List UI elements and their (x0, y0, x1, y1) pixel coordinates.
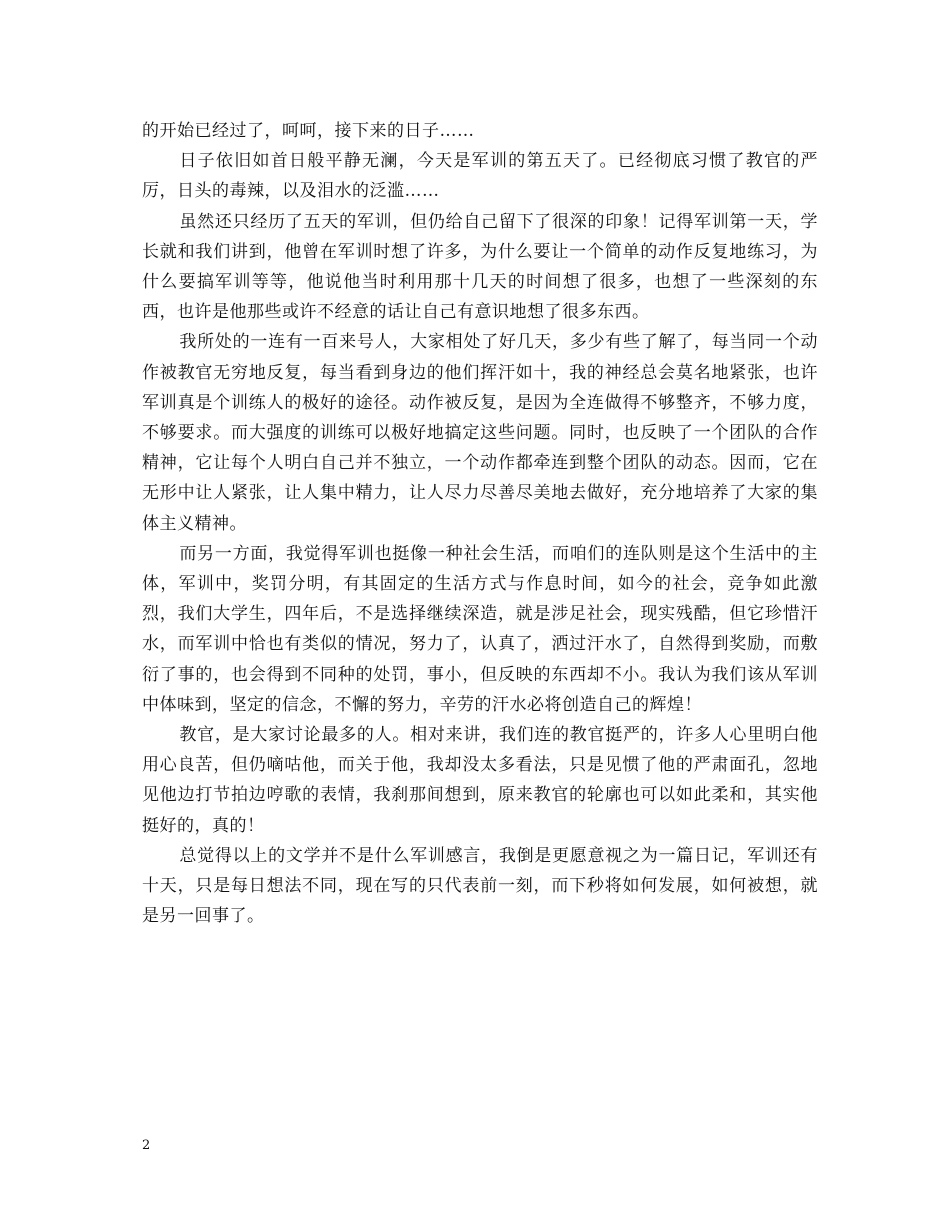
paragraph: 教官，是大家讨论最多的人。相对来讲，我们连的教官挺严的，许多人心里明白他用心良苦，但仍嘀咕他，而关于他，我却没太多看法，只是见惯了他的严肃面孔，忽地见他边打节拍边哼歌的表情，我刹那间想到，原来教官的轮廓也可以如此柔和，其实他挺好的，真的！ (142, 725, 818, 836)
paragraph: 而另一方面，我觉得军训也挺像一种社会生活，而咱们的连队则是这个生活中的主体，军训中，奖罚分明，有其固定的生活方式与作息时间，如今的社会，竞争如此激烈，我们大学生，四年后，不是选择继续深造，就是涉足社会，现实残酷，但它珍惜汗水，而军训中恰也有类似的情况，努力了，认真了，洒过汗水了，自然得到奖励，而敷衍了事的，也会得到不同种的处罚，事小，但反映的东西却不小。我认为我们该从军训中体味到，坚定的信念，不懈的努力，辛劳的汗水必将创造自己的辉煌！ (142, 543, 818, 715)
paragraph: 日子依旧如首日般平静无澜，今天是军训的第五天了。已经彻底习惯了教官的严厉，日头的毒辣，以及泪水的泛滥…… (142, 151, 818, 202)
paragraph: 我所处的一连有一百来号人，大家相处了好几天，多少有些了解了，每当同一个动作被教官无穷地反复，每当看到身边的他们挥汗如十，我的神经总会莫名地紧张，也许军训真是个训练人的极好的途径。动作被反复，是因为全连做得不够整齐，不够力度，不够要求。而大强度的训练可以极好地搞定这些问题。同时，也反映了一个团队的合作精神，它让每个人明白自己并不独立，一个动作都牵连到整个团队的动态。因而，它在无形中让人紧张，让人集中精力，让人尽力尽善尽美地去做好，充分地培养了大家的集体主义精神。 (142, 332, 818, 534)
paragraph-continued: 的开始已经过了，呵呵，接下来的日子…… (142, 121, 475, 141)
paragraph: 总觉得以上的文学并不是什么军训感言，我倒是更愿意视之为一篇日记，军训还有十天，只是每日想法不同，现在写的只代表前一刻，而下秒将如何发展，如何被想，就是另一回事了。 (142, 845, 818, 927)
document-body (142, 116, 818, 931)
page-number: 2 (142, 1138, 151, 1153)
paragraph: 虽然还只经历了五天的军训，但仍给自己留下了很深的印象！记得军训第一天，学长就和我们讲到，他曾在军训时想了许多，为什么要让一个简单的动作反复地练习，为什么要搞军训等等，他说他当时利用那十几天的时间想了很多，也想了一些深刻的东西，也许是他那些或许不经意的话让自己有意识地想了很多东西。 (142, 211, 818, 323)
